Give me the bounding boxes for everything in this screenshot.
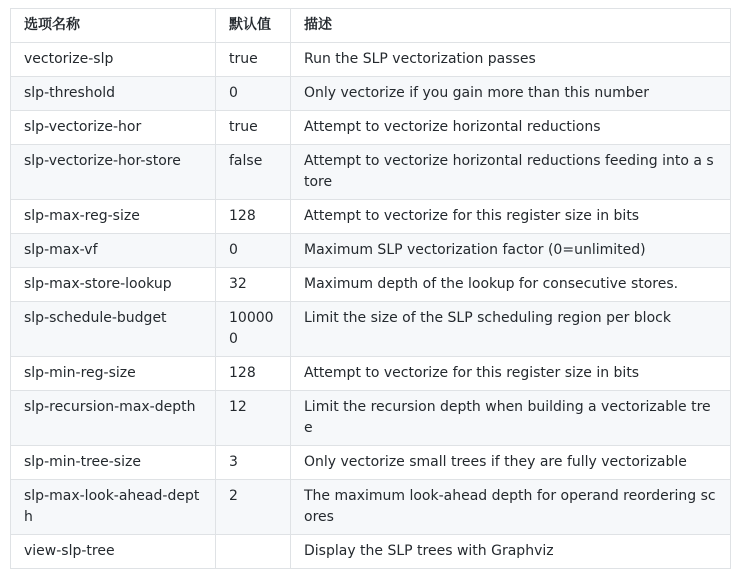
cell-option-name: slp-vectorize-hor xyxy=(11,111,216,145)
table-header xyxy=(11,9,731,43)
cell-option-name: slp-max-reg-size xyxy=(11,200,216,234)
cell-description: Only vectorize if you gain more than this number xyxy=(291,77,731,111)
cell-option-name: slp-min-reg-size xyxy=(11,357,216,391)
cell-default-value: 3 xyxy=(216,446,291,480)
header-description: 描述 xyxy=(291,9,731,43)
table-row xyxy=(11,302,731,357)
table-row xyxy=(11,446,731,480)
cell-description: Attempt to vectorize for this register size in bits xyxy=(291,357,731,391)
cell-option-name: slp-max-look-ahead-depth xyxy=(11,480,216,535)
header-default-value: 默认值 xyxy=(216,9,291,43)
table-row xyxy=(11,200,731,234)
cell-default-value: true xyxy=(216,111,291,145)
cell-description: Attempt to vectorize for this register size in bits xyxy=(291,200,731,234)
cell-option-name: vectorize-slp xyxy=(11,43,216,77)
header-row xyxy=(11,9,731,43)
cell-default-value: 128 xyxy=(216,357,291,391)
cell-option-name: slp-max-store-lookup xyxy=(11,268,216,302)
cell-description: Display the SLP trees with Graphviz xyxy=(291,535,731,569)
cell-description: Limit the size of the SLP scheduling region per block xyxy=(291,302,731,357)
cell-default-value: 2 xyxy=(216,480,291,535)
table-row xyxy=(11,268,731,302)
cell-description: Run the SLP vectorization passes xyxy=(291,43,731,77)
cell-option-name: slp-max-vf xyxy=(11,234,216,268)
cell-option-name: slp-vectorize-hor-store xyxy=(11,145,216,200)
table-row xyxy=(11,480,731,535)
cell-default-value: 12 xyxy=(216,391,291,446)
cell-description: Limit the recursion depth when building a vectorizable tree xyxy=(291,391,731,446)
cell-default-value: 32 xyxy=(216,268,291,302)
cell-default-value: 0 xyxy=(216,77,291,111)
table-row xyxy=(11,111,731,145)
table-row xyxy=(11,145,731,200)
cell-option-name: slp-schedule-budget xyxy=(11,302,216,357)
cell-description: The maximum look-ahead depth for operand reordering scores xyxy=(291,480,731,535)
cell-description: Maximum depth of the lookup for consecutive stores. xyxy=(291,268,731,302)
cell-option-name: slp-threshold xyxy=(11,77,216,111)
cell-description: Attempt to vectorize horizontal reductions xyxy=(291,111,731,145)
options-table-container xyxy=(10,8,731,569)
header-option-name: 选项名称 xyxy=(11,9,216,43)
cell-default-value: 128 xyxy=(216,200,291,234)
cell-option-name: view-slp-tree xyxy=(11,535,216,569)
cell-option-name: slp-recursion-max-depth xyxy=(11,391,216,446)
table-row xyxy=(11,535,731,569)
table-body xyxy=(11,43,731,569)
table-row xyxy=(11,391,731,446)
options-table xyxy=(10,8,731,569)
cell-description: Only vectorize small trees if they are fully vectorizable xyxy=(291,446,731,480)
cell-default-value: 0 xyxy=(216,234,291,268)
table-row xyxy=(11,357,731,391)
cell-default-value xyxy=(216,535,291,569)
cell-default-value: true xyxy=(216,43,291,77)
cell-option-name: slp-min-tree-size xyxy=(11,446,216,480)
cell-default-value: 100000 xyxy=(216,302,291,357)
table-row xyxy=(11,43,731,77)
cell-default-value: false xyxy=(216,145,291,200)
table-row xyxy=(11,234,731,268)
cell-description: Attempt to vectorize horizontal reductions feeding into a store xyxy=(291,145,731,200)
cell-description: Maximum SLP vectorization factor (0=unlimited) xyxy=(291,234,731,268)
table-row xyxy=(11,77,731,111)
